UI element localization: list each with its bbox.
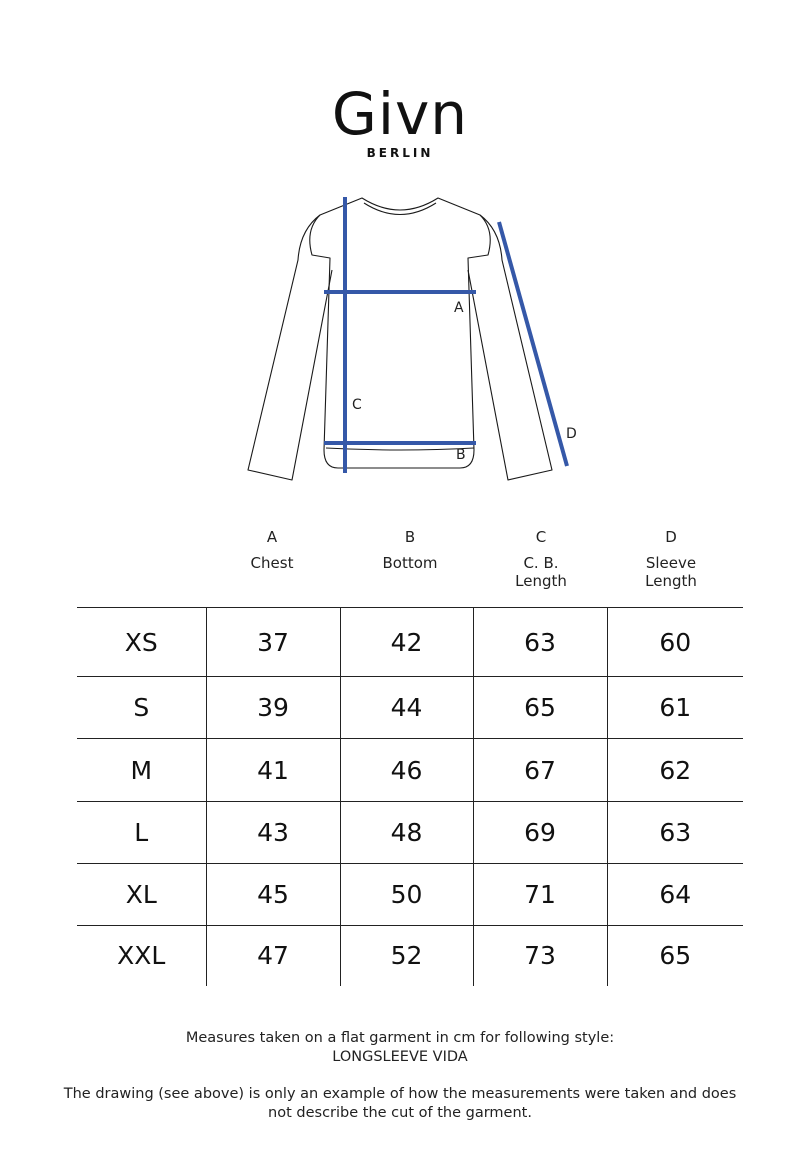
measure-line-d (499, 222, 567, 466)
column-header-sleeve-length (606, 528, 736, 590)
size-table (77, 607, 743, 986)
size-cell: L (77, 802, 206, 864)
column-header-bottom (345, 528, 475, 572)
sleeve-length-cell: 60 (607, 608, 743, 677)
table-row (77, 677, 743, 739)
bottom-cell: 42 (340, 608, 473, 677)
garment-drawing (0, 0, 800, 500)
size-cell: XL (77, 864, 206, 926)
cb-length-cell: 69 (473, 802, 607, 864)
sleeve-length-cell: 65 (607, 926, 743, 986)
sleeve-length-cell: 62 (607, 739, 743, 802)
style-name: LONGSLEEVE VIDA (332, 1049, 468, 1065)
column-header-cb-length (476, 528, 606, 590)
column-letter: A (266, 528, 278, 546)
measurement-note (30, 1029, 770, 1067)
column-title: C. B. Length (515, 554, 567, 590)
table-row (77, 608, 743, 677)
column-letter: D (665, 528, 677, 546)
disclaimer-note (30, 1085, 770, 1123)
size-cell: XS (77, 608, 206, 677)
chest-cell: 39 (206, 677, 340, 739)
cb-length-cell: 65 (473, 677, 607, 739)
column-letter: C (535, 528, 547, 546)
bottom-cell: 48 (340, 802, 473, 864)
table-row (77, 739, 743, 802)
cb-length-cell: 71 (473, 864, 607, 926)
sleeve-length-cell: 64 (607, 864, 743, 926)
diagram-label-a: A (454, 300, 464, 316)
measurement-lines (324, 197, 567, 473)
table-row (77, 864, 743, 926)
garment-outline (248, 198, 552, 480)
column-letter: B (404, 528, 416, 546)
size-cell: M (77, 739, 206, 802)
column-header-chest (207, 528, 337, 572)
cb-length-cell: 73 (473, 926, 607, 986)
bottom-cell: 44 (340, 677, 473, 739)
note-line: Measures taken on a flat garment in cm for following style: (185, 1030, 615, 1046)
chest-cell: 47 (206, 926, 340, 986)
size-cell: XXL (77, 926, 206, 986)
sleeve-length-cell: 63 (607, 802, 743, 864)
table-row (77, 802, 743, 864)
brand-logo: Givn (331, 80, 469, 148)
diagram-label-d: D (566, 426, 577, 442)
cb-length-cell: 63 (473, 608, 607, 677)
chest-cell: 43 (206, 802, 340, 864)
diagram-label-c: C (352, 397, 362, 413)
note-line: The drawing (see above) is only an example of how the measurements were taken and does (63, 1086, 737, 1102)
brand-city: BERLIN (366, 146, 434, 160)
size-cell: S (77, 677, 206, 739)
bottom-cell: 52 (340, 926, 473, 986)
column-title: Bottom (382, 554, 438, 572)
diagram-label-b: B (456, 447, 466, 463)
bottom-cell: 46 (340, 739, 473, 802)
bottom-cell: 50 (340, 864, 473, 926)
chest-cell: 37 (206, 608, 340, 677)
column-title: Sleeve Length (645, 554, 697, 590)
table-row (77, 926, 743, 986)
sleeve-length-cell: 61 (607, 677, 743, 739)
cb-length-cell: 67 (473, 739, 607, 802)
column-title: Chest (250, 554, 294, 572)
chest-cell: 45 (206, 864, 340, 926)
chest-cell: 41 (206, 739, 340, 802)
note-line: not describe the cut of the garment. (268, 1105, 532, 1121)
